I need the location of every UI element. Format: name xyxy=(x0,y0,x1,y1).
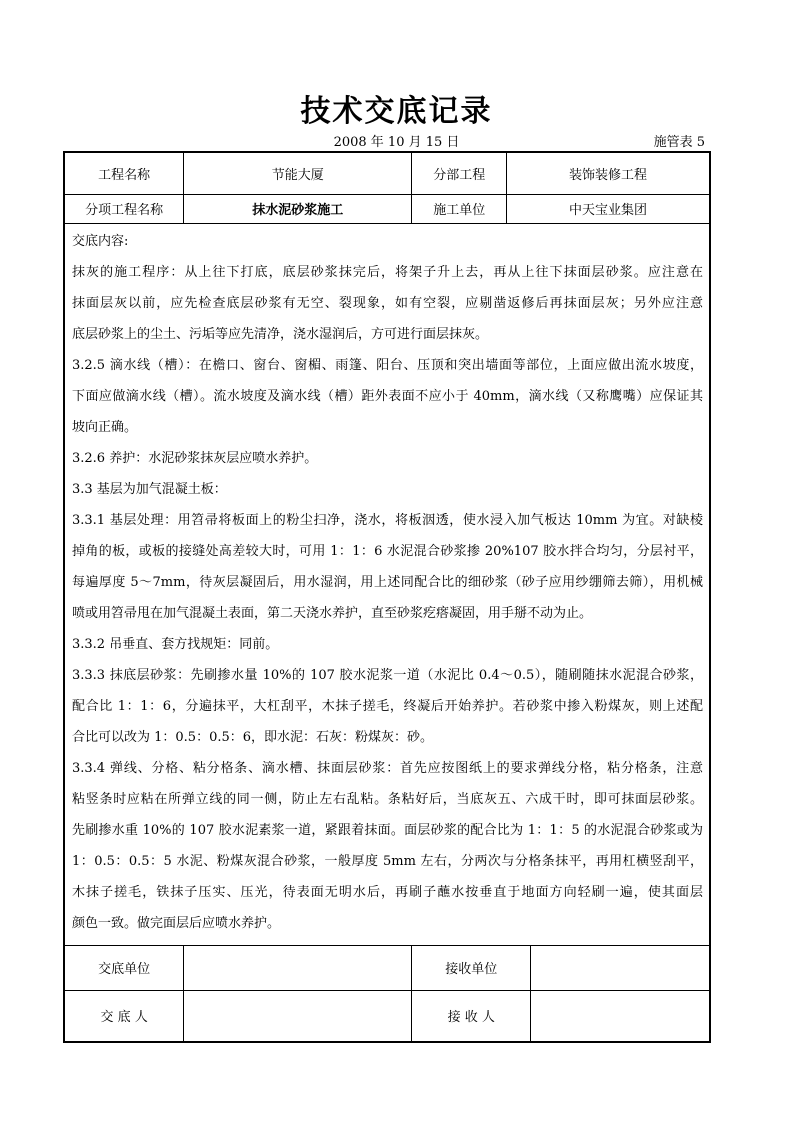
content-line: 1：0.5：0.5：5 水泥、粉煤灰混合砂浆，一般厚度 5mm 左右，分两次与分格条抹平，再用杠横竖刮平， xyxy=(72,853,703,869)
document-date: 2008 年 10 月 15 日 xyxy=(333,135,460,150)
content-line: 先刷掺水重 10%的 107 胶水泥素浆一道，紧跟着抹面。面层砂浆的配合比为 1：1：5 的水泥混合砂浆或为 xyxy=(72,822,703,838)
handover-person-field[interactable] xyxy=(184,990,412,1042)
receiver-person-label: 接 收 人 xyxy=(412,990,531,1042)
content-line: 配合比 1：1：6，分遍抹平，大杠刮平，木抹子搓毛，终凝后开始养护。若砂浆中掺入粉煤灰，则上述配 xyxy=(72,698,703,714)
project-name-label: 工程名称 xyxy=(64,152,184,194)
content-line: 3.2.6 养护：水泥砂浆抹灰层应喷水养护。 xyxy=(72,450,318,466)
document-title: 技术交底记录 xyxy=(300,94,493,129)
content-line: 3.3.2 吊垂直、套方找规矩：同前。 xyxy=(72,636,279,652)
content-line: 粘竖条时应粘在所弹立线的同一侧，防止左右乱粘。条粘好后，当底灰五、六成干时，即可抹面层砂浆。 xyxy=(72,791,703,807)
division-label: 分部工程 xyxy=(412,152,507,194)
receiver-unit-field[interactable] xyxy=(531,945,710,990)
content-line: 掉角的板，或板的接缝处高差较大时，可用 1：1：6 水泥混合砂浆掺 20%107 胶水拌合均匀，分层衬平， xyxy=(72,543,703,559)
subitem-value: 抹水泥砂浆施工 xyxy=(184,194,412,223)
division-value: 装饰装修工程 xyxy=(507,152,710,194)
content-line: 抹灰的施工程序：从上往下打底，底层砂浆抹完后，将架子升上去，再从上往下抹面层砂浆。应注意在 xyxy=(72,264,703,280)
subitem-label: 分项工程名称 xyxy=(64,194,184,223)
content-line: 3.3.4 弹线、分格、粘分格条、滴水槽、抹面层砂浆：首先应按图纸上的要求弹线分格，粘分格条，注意 xyxy=(72,760,703,776)
content-line: 下面应做滴水线（槽）。流水坡度及滴水线（槽）距外表面不应小于 40mm，滴水线（又称鹰嘴）应保证其 xyxy=(72,388,703,404)
content-line: 抹面层灰以前，应先检查底层砂浆有无空、裂现象，如有空裂，应剔凿返修后再抹面层灰；另外应注意 xyxy=(72,295,703,311)
content-line: 3.3.3 抹底层砂浆：先刷掺水量 10%的 107 胶水泥浆一道（水泥比 0.4～0.5），随刷随抹水泥混合砂浆， xyxy=(72,667,703,683)
content-line: 喷或用笤帚甩在加气混凝土表面，第二天浇水养护，直至砂浆疙瘩凝固，用手掰不动为止。 xyxy=(72,605,593,621)
handover-content xyxy=(64,223,710,945)
content-line: 交底内容: xyxy=(72,233,129,249)
content-line: 颜色一致。做完面层后应喷水养护。 xyxy=(72,915,281,931)
receiver-unit-label: 接收单位 xyxy=(412,945,531,990)
content-line: 3.3 基层为加气混凝土板： xyxy=(72,481,227,497)
content-line: 合比可以改为 1：0.5：0.5：6，即水泥：石灰：粉煤灰：砂。 xyxy=(72,729,434,745)
content-line: 每遍厚度 5～7mm，待灰层凝固后，用水湿润，用上述同配合比的细砂浆（砂子应用纱绷筛去筛），用机械 xyxy=(72,574,703,590)
content-line: 底层砂浆上的尘土、污垢等应先清净，浇水湿润后，方可进行面层抹灰。 xyxy=(72,326,489,342)
content-line: 坡向正确。 xyxy=(72,419,138,435)
handover-unit-label: 交底单位 xyxy=(64,945,184,990)
content-line: 3.2.5 滴水线（槽）：在檐口、窗台、窗楣、雨篷、阳台、压顶和突出墙面等部位，上面应做出流水坡度， xyxy=(72,357,703,373)
construction-unit-value: 中天宝业集团 xyxy=(507,194,710,223)
project-name-value: 节能大厦 xyxy=(184,152,412,194)
form-number: 施管表 5 xyxy=(653,135,705,150)
handover-person-label: 交 底 人 xyxy=(64,990,184,1042)
content-line: 木抹子搓毛，铁抹子压实、压光，待表面无明水后，再刷子蘸水按垂直于地面方向轻刷一遍，使其面层 xyxy=(72,884,703,900)
construction-unit-label: 施工单位 xyxy=(412,194,507,223)
handover-unit-field[interactable] xyxy=(184,945,412,990)
content-line: 3.3.1 基层处理：用笤帚将板面上的粉尘扫净，浇水，将板洇透，使水浸入加气板达 10mm 为宜。对缺棱 xyxy=(72,512,703,528)
record-table xyxy=(63,151,711,1043)
receiver-person-field[interactable] xyxy=(531,990,710,1042)
